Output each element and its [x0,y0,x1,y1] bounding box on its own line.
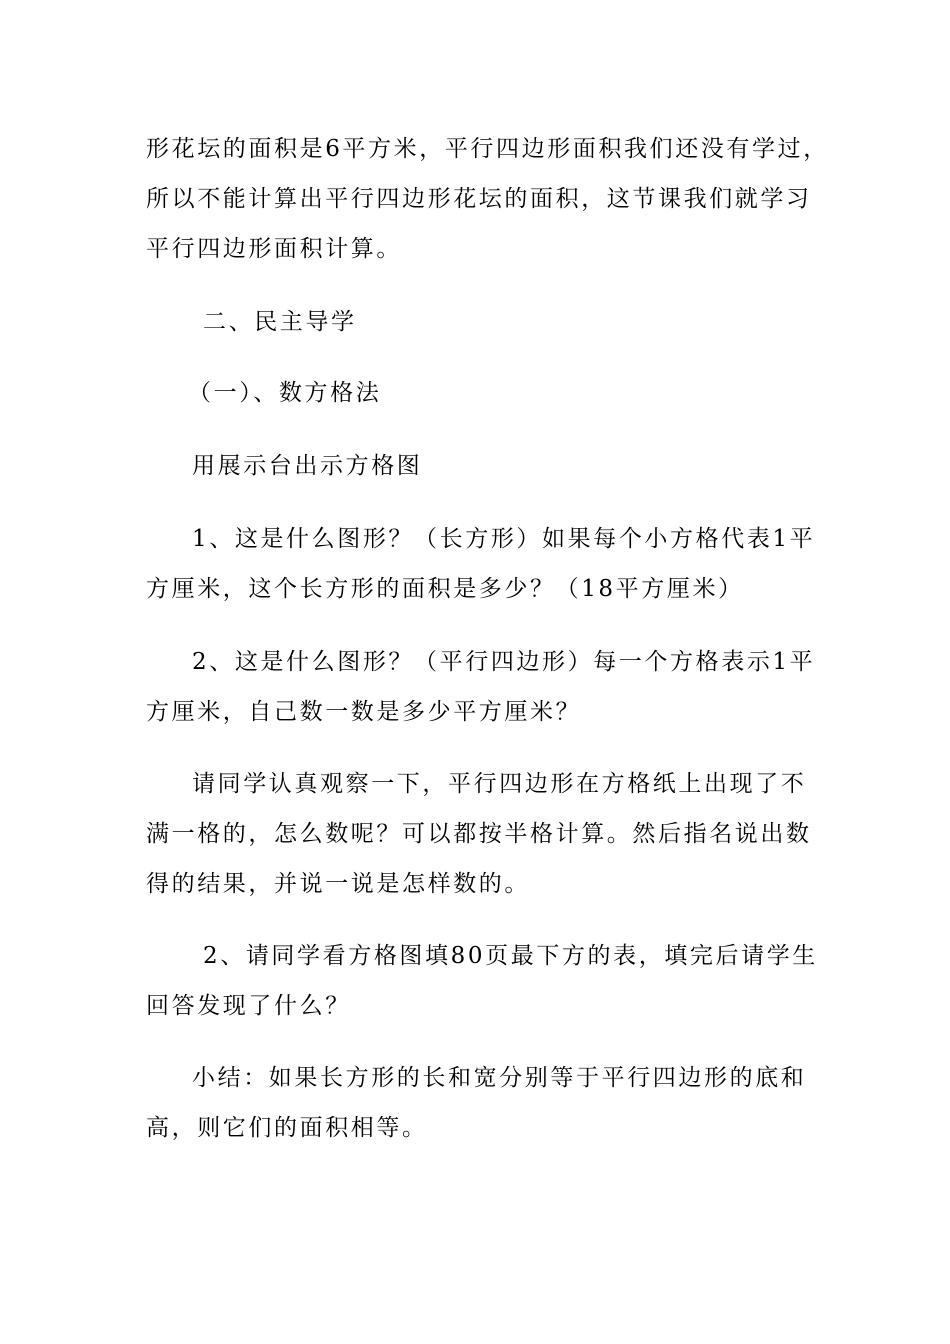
paragraph-line: 方厘米，自己数一数是多少平方厘米？ [146,699,582,725]
paragraph-line: 形花坛的面积是6平方米，平行四边形面积我们还没有学过， [146,136,829,162]
subsection-heading: （一）、数方格法 [188,380,382,406]
summary-line: 小结：如果长方形的长和宽分别等于平行四边形的底和 [192,1065,807,1091]
paragraph-line: 2、请同学看方格图填80页最下方的表，填完后请学生 [203,943,818,969]
paragraph-line: 2、这是什么图形？（平行四边形）每一个方格表示1平 [192,649,816,675]
section-heading: 二、民主导学 [203,309,357,335]
paragraph-line: 满一格的，怎么数呢？可以都按半格计算。然后指名说出数 [146,821,812,847]
paragraph-line: 请同学认真观察一下，平行四边形在方格纸上出现了不 [192,771,807,797]
paragraph-line: 得的结果，并说一说是怎样数的。 [146,871,530,897]
paragraph-line: 1、这是什么图形？（长方形）如果每个小方格代表1平 [192,526,816,552]
paragraph-line: 用展示台出示方格图 [192,453,423,479]
paragraph-line: 方厘米，这个长方形的面积是多少？（18平方厘米） [146,576,744,602]
paragraph-line: 平行四边形面积计算。 [146,236,402,262]
paragraph-line: 回答发现了什么？ [146,993,351,1019]
paragraph-line: 所以不能计算出平行四边形花坛的面积，这节课我们就学习 [146,186,812,212]
summary-line: 高，则它们的面积相等。 [146,1115,428,1141]
